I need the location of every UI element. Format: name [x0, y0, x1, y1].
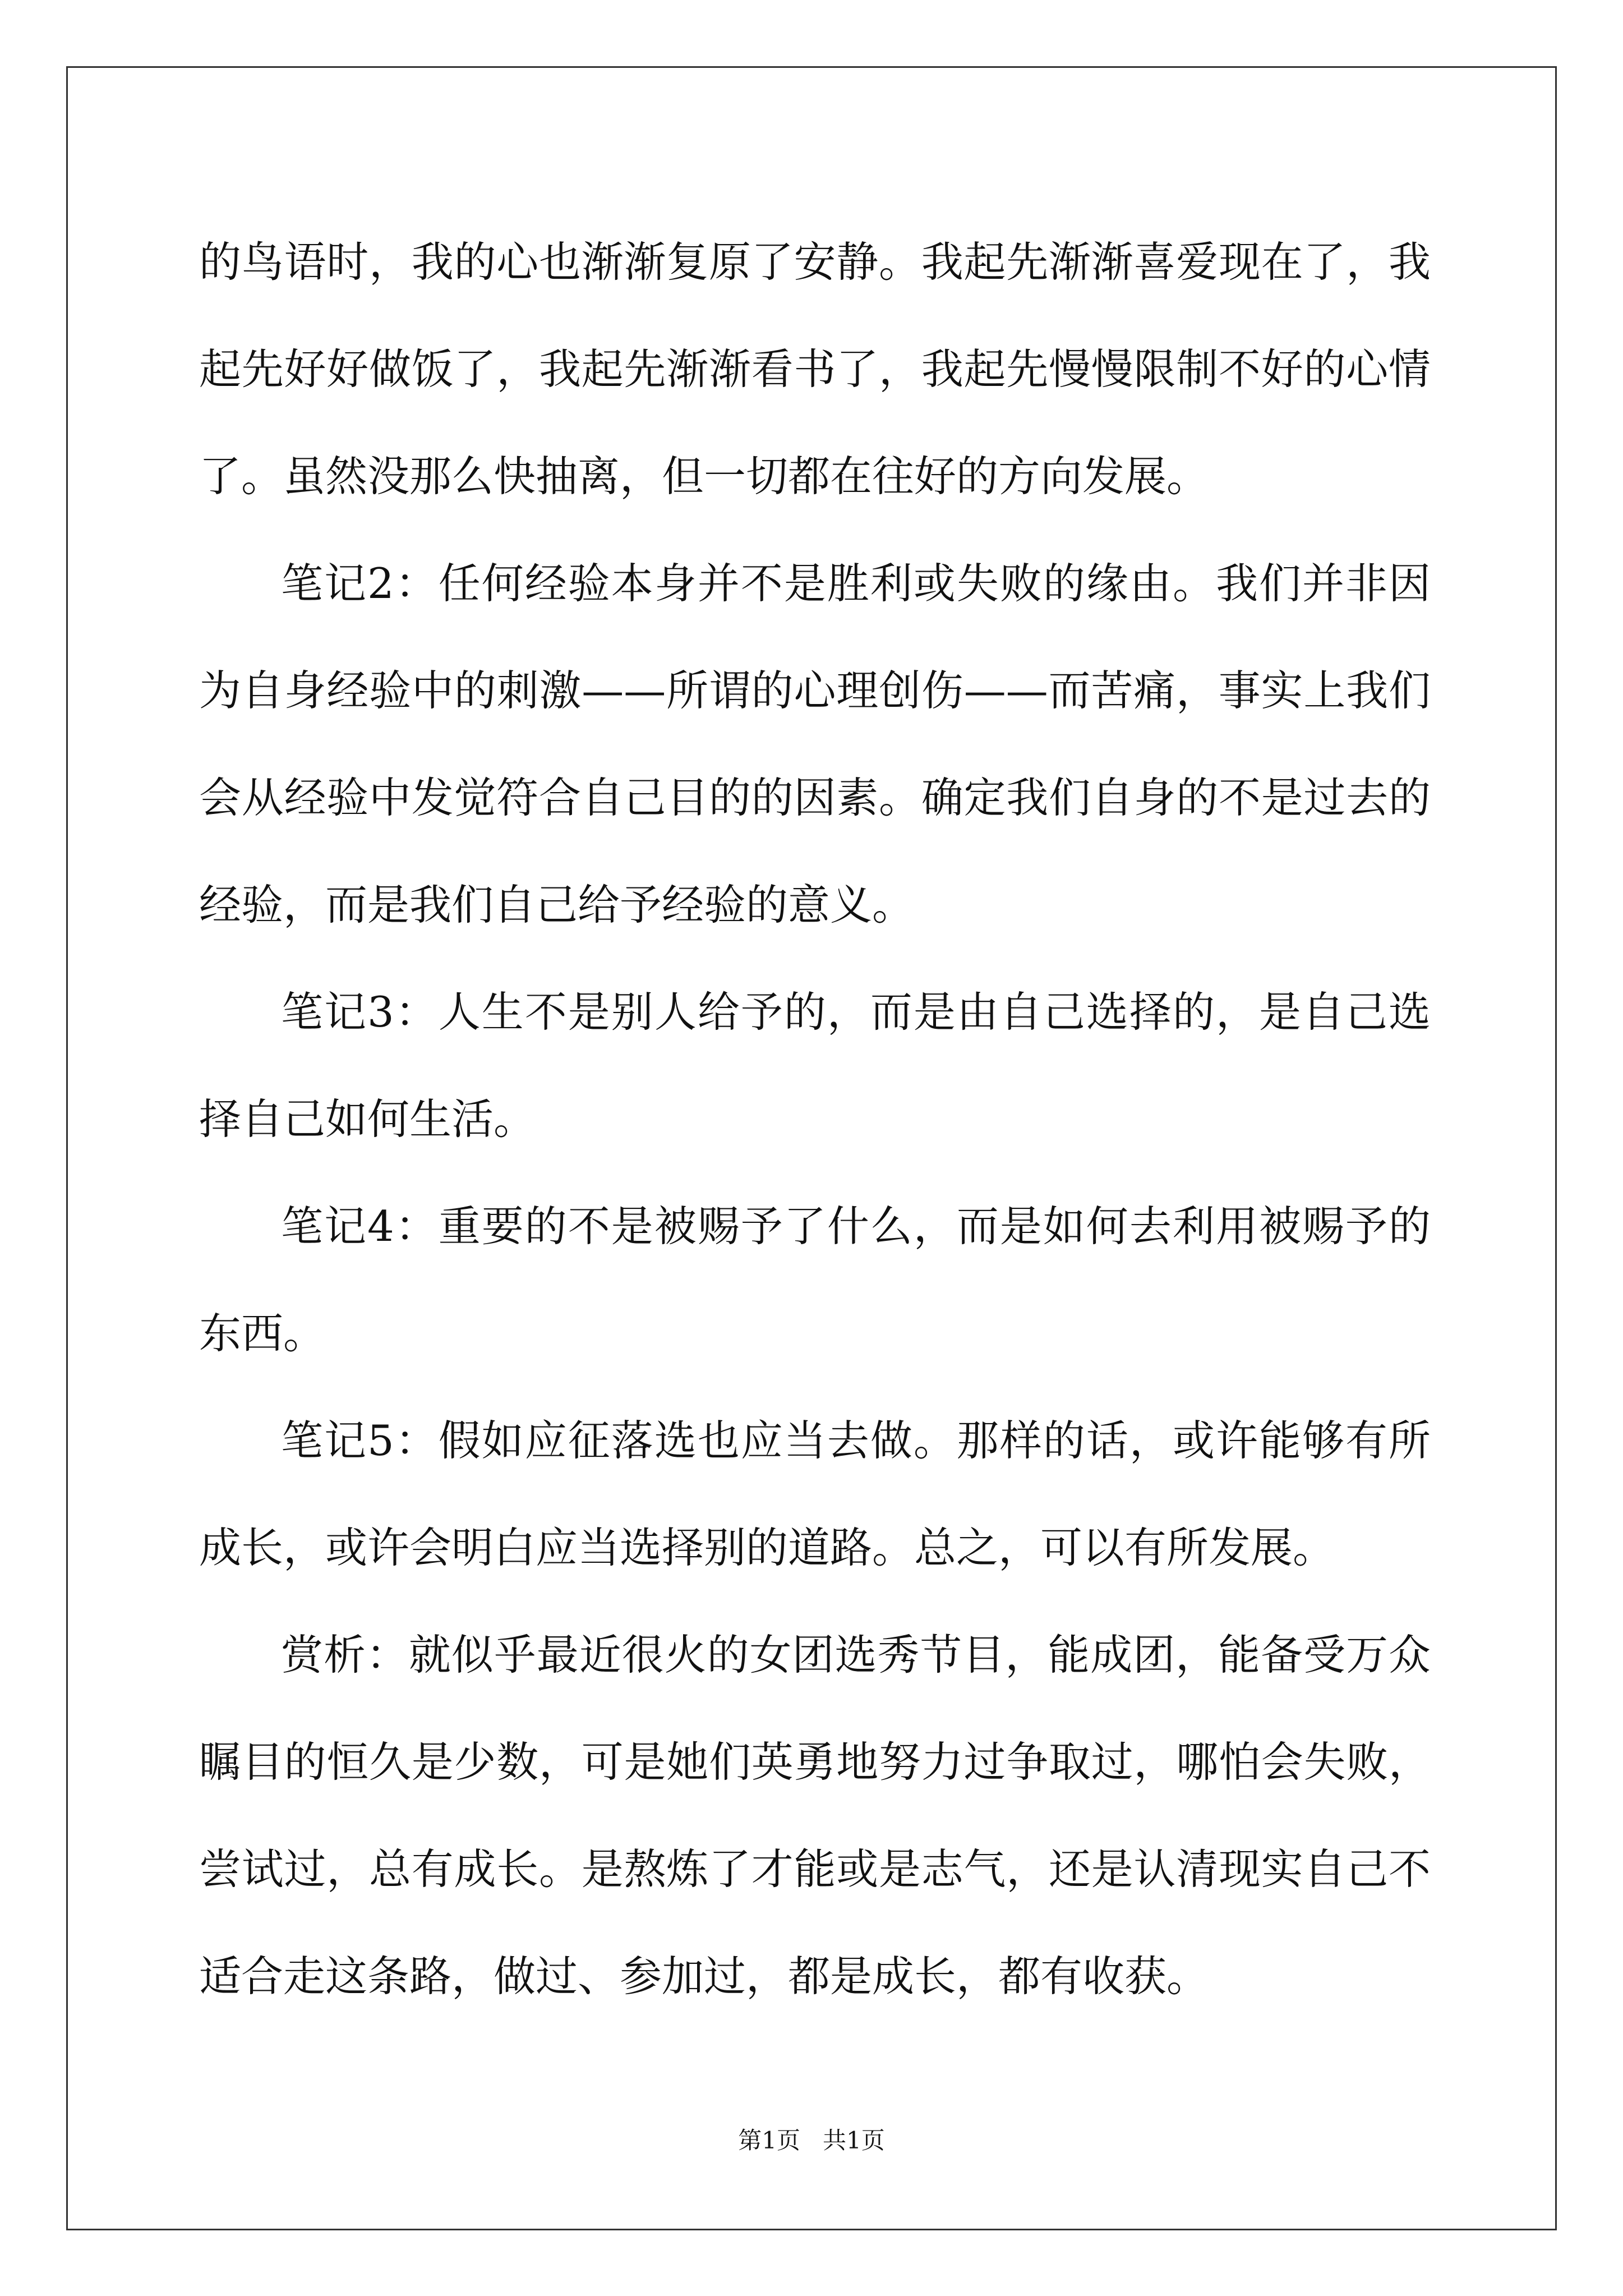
paragraph-note-3: 笔记3：人生不是别人给予的，而是由自己选择的，是自己选择自己如何生活。 [199, 987, 1431, 1144]
page-number: 第1页 共1页 [738, 2127, 885, 2154]
paragraph-note-2: 笔记2：任何经验本身并不是胜利或失败的缘由。我们并非因为自身经验中的刺激——所谓的心理创伤——而苦痛，事实上我们会从经验中发觉符合自己目的的因素。确定我们自身的不是过去的经验，而是我们自己给予经验的意义。 [199, 559, 1431, 930]
paragraph: 的鸟语时，我的心也渐渐复原了安静。我起先渐渐喜爱现在了，我起先好好做饭了，我起先渐渐看书了，我起先慢慢限制不好的心情了。虽然没那么快抽离，但一切都在往好的方向发展。 [199, 237, 1431, 501]
paragraph-appreciation: 赏析：就似乎最近很火的女团选秀节目，能成团，能备受万众瞩目的恒久是少数，可是她们英勇地努力过争取过，哪怕会失败，尝试过，总有成长。是熬炼了才能或是志气，还是认清现实自己不适合走这条路，做过、参加过，都是成长，都有收获。 [199, 1630, 1431, 2001]
document-body [199, 209, 1431, 2030]
paragraph-note-4: 笔记4：重要的不是被赐予了什么，而是如何去利用被赐予的东西。 [199, 1202, 1431, 1358]
paragraph-note-5: 笔记5：假如应征落选也应当去做。那样的话，或许能够有所成长，或许会明白应当选择别的道路。总之，可以有所发展。 [199, 1416, 1431, 1572]
